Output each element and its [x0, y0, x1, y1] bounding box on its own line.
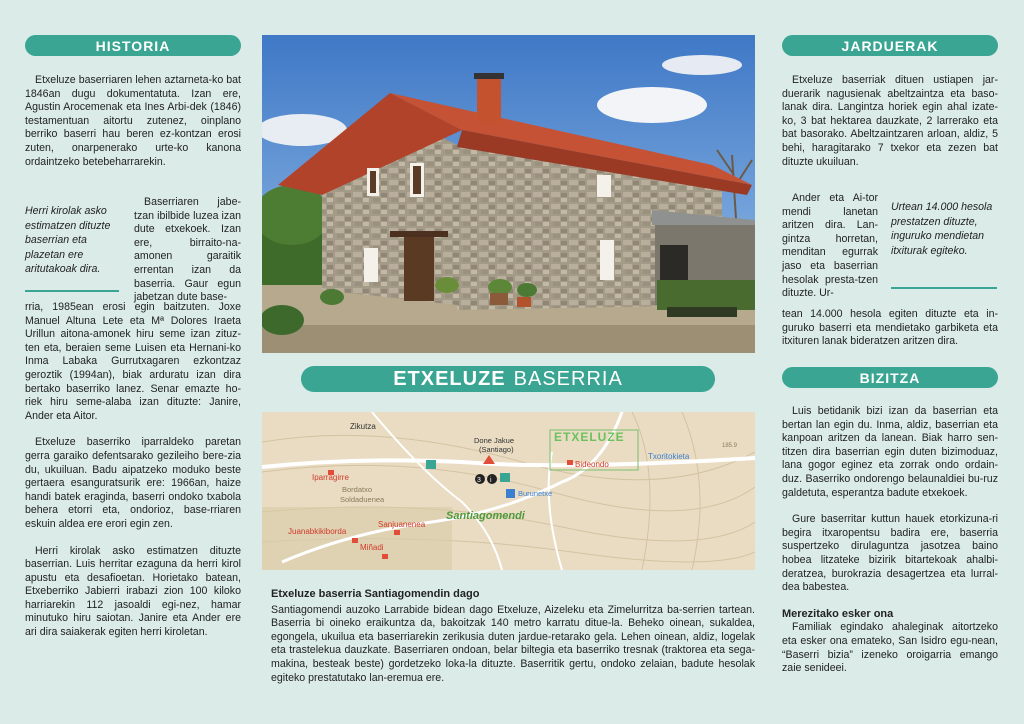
map-label-sanjuanenea: Sanjuanenea [378, 520, 426, 529]
historia-paragraph-3: Etxeluze baserriko iparraldeko paretan gerra garaiko defentsarako gezileiho bere-zia du, ukuiluan. Badu aipatzeko moduko beste gertaera esanguratsurik ere: 1966an, haize handi batek eraginda, baserri ondoko txabola behera etorri eta, ondorioz, base-rriaren eskuin aldea ere erori egin zen. [25, 436, 241, 530]
historia-column [25, 74, 241, 182]
jarduerak-paragraph-2b: tean 14.000 hesola egiten dituzte eta in-guruko baserri eta mendietako garbiketa eta itxituren lanak bideratzen aritzen dira. [782, 308, 998, 348]
quote-rule-right [891, 287, 997, 289]
heading-text: HISTORIA [95, 37, 171, 54]
bizitza-paragraph-1: Luis betidanik bizi izan da baserrian eta bertan lan egin du. Inma, aldiz, baserrian eta kanpoan aritzen da lanean. Biak harro sen-titzen dira baserrian egin duten bizimoduaz, lana gogor eginez eta zorrak ondo ordain-duz. Baserriko ondorengo belaunaldiei bu-ruz galdetuta, esperantza badute etxekoek. [782, 405, 998, 499]
historia-column-lower [25, 301, 241, 653]
thanks-title: Merezitako esker ona [782, 607, 894, 620]
jarduerak-column-narrow [782, 192, 878, 301]
map-label-height: 185.9 [722, 443, 738, 449]
location-map [262, 412, 755, 570]
map-label-santiagomendi: Santiagomendi [446, 510, 525, 522]
jarduerak-column [782, 74, 998, 182]
map-label-done-jakue: Done Jakue [474, 436, 515, 445]
map-label-bideondo: Bideondo [575, 460, 609, 469]
historia-paragraph-1: Etxeluze baserriaren lehen aztarneta-ko bat 1846an dugu dokumentatuta. Izan ere, Agustin Arocemenak eta Ines Arbi-dek (1846) testamentuan aitortu zutenez, oinplano berriko baserri hau beren ez-kontzan erosi zuten, onarpenerako urte-ko kanona ordaintzeko betebeharrarekin. [25, 74, 241, 168]
heading-text: JARDUERAK [841, 37, 939, 54]
map-marker-3: 3 [477, 477, 481, 484]
caption-block [271, 588, 755, 698]
historia-paragraph-4: Herri kirolak asko estimatzen dituzte baserrian. Luis herritar ezaguna da herri kirol apustu eta desafioetan. Horietako batean, Etxeberriko Jabierri irabazi zion 100 kiloko harriarekin 112 jasoaldi egi-nez, hamar minutuko hiru saiotan. Janire eta Ander ere ari dira saiakerak egiten herri kiroletan. [25, 544, 241, 639]
bizitza-column [782, 405, 998, 689]
map-label-iparragirre: Iparragirre [312, 473, 349, 482]
bizitza-paragraph-3: Familiak egindako ahaleginak aitortzeko eta esker ona emateko, San Isidro egu-nean, “Baserri bizia” izeneko oroigarria emango zaie senideei. [782, 621, 998, 675]
map-label-juanabkiborda: Juanabkikiborda [288, 527, 347, 536]
jarduerak-column-lower [782, 308, 998, 362]
map-label-zikutza: Zikutza [350, 422, 376, 431]
bizitza-paragraph-2: Gure baserritar kuttun hauek etorkizuna-ri begira itxaropentsu badira ere, baserria suspertzeko dirulaguntza jasotzea baino hobea litzateke bizirik bitartekoak ahalbi-deratzea, burokrazia desagertzea eta lurral-dea babestea. [782, 513, 998, 594]
document-title [301, 366, 715, 392]
map-marker-i: i [490, 477, 492, 484]
quote-rule [25, 290, 119, 292]
map-label-santiago: (Santiago) [479, 445, 514, 454]
map-label-minadi: Miñadi [360, 543, 384, 552]
historia-column-narrow [134, 196, 241, 305]
heading-text: BIZITZA [859, 369, 921, 386]
map-label-etxeluze: ETXELUZE [554, 430, 625, 444]
pull-quote-right: Urtean 14.000 hesola prestatzen dituzte, inguruko mendietan itxiturak egiteko. [891, 201, 993, 257]
farmhouse-photo [262, 35, 755, 353]
map-label-bordatxo: Bordatxo [342, 485, 373, 494]
pull-quote-left: Herri kirolak asko estimatzen dituzte baserrian eta plazetan ere aritutakoak dira. [25, 205, 111, 275]
section-heading-bizitza [782, 367, 998, 388]
title-light: BASERRIA [513, 367, 623, 390]
historia-paragraph-2b: rria, 1985ean erosi egin baitzuten. Joxe Manuel Altuna Lete eta Mª Dolores Iraeta Urillun aitona-amonek hiru seme izan zituz-ten eta, beraien seme Luisen eta Hernani-ko Inma Labaka Gurrutxagaren ezkontzaz geroztik (1994an), biak arduratu izan dira bertako baserriko lanez. Senar emazte ho-riek hiru seme-alaba izan dituzte: Janire, Ander eta Aitor. [25, 301, 241, 422]
jarduerak-paragraph-1: Etxeluze baserriak dituen ustiapen jar-duerarik nagusienak abeltzaintza eta baso-lanak dira. Langintza horiek egin ahal izate-ko, 3 bat hektarea dauzkate, 2 larrerako eta bat basorako. Abeltzaintzaren arloan, aldiz, 5 behi, haragitarako 7 txekor eta zezen bat dituzte ukuiluan. [782, 74, 998, 168]
section-heading-historia [25, 35, 241, 56]
map-label-burunetxe: Burunetxe [518, 489, 553, 498]
caption-text: Santiagomendi auzoko Larrabide bidean dago Etxeluze, Aizeleku eta Zimelurritza ba-serrien tartean. Baserria bi oineko eraikuntza da, bakoitzak 140 metro karratu ditue-la. Beheko oinean, sukaldea, egongela, ukuilua eta baserriarekin zerikusia duten jardue-retarako gela. Lehen oinean, aldiz, logelak eta trastelekua dauzkate. Baserriaren ondoan, belar biltegia eta baserriko tresnak (traktorea eta sega-makina, besteak beste) gordetzeko loka-la dituzte. Baserritik gertu, ondoko zelaian, badute hesolak egiteko prestatutako lan-eremua ere. [271, 603, 755, 684]
title-bold: ETXELUZE [393, 367, 506, 390]
caption-title: Etxeluze baserria Santiagomendin dago [271, 588, 480, 600]
map-label-txoritokieta: Txoritokieta [648, 452, 690, 461]
map-label-soldaduenea: Soldaduenea [340, 495, 385, 504]
section-heading-jarduerak [782, 35, 998, 56]
historia-paragraph-2a: Baserriaren jabe-tzan ibilbide luzea izan dute etxekoek. Izan ere, birraito-na-amonen garaitik errentan izan da baserria. Gaur egun jabetzan dute base- [134, 196, 241, 304]
jarduerak-paragraph-2a: Ander eta Ai-tor mendi lanetan aritzen dira. Lan-gintza horretan, menditan egurrak jaso eta baserrian hesolak presta-tzen dituzte. Ur- [782, 192, 878, 300]
